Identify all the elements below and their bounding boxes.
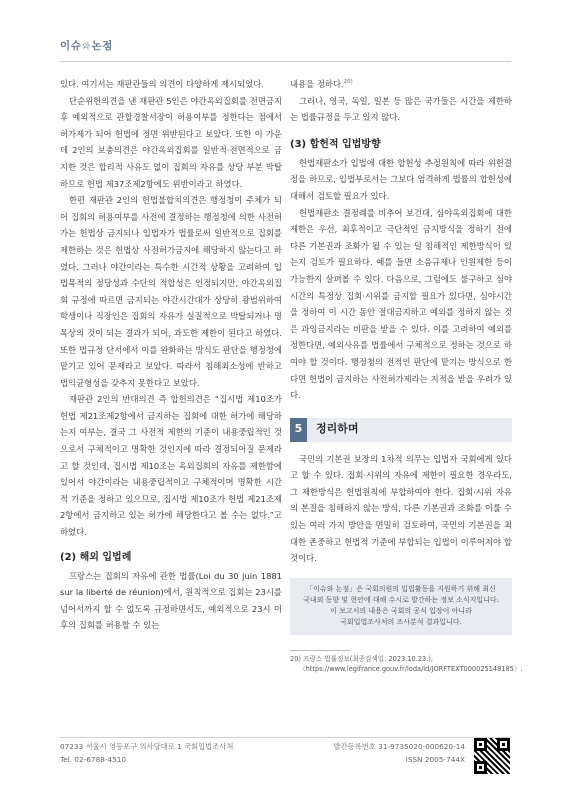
left-paragraph-1: 있다. 여기서는 재판관들의 의견이 다양하게 제시되었다. [60, 79, 264, 89]
footer-registration: 발간등록번호 31-9735020-000620-14 [333, 742, 465, 751]
footnote-url[interactable]: 〈https://www.legifrance.gouv.fr/loda/id/JORFTEXT000025148185〉. [299, 665, 523, 674]
right-paragraph-2: 그러나, 영국, 독일, 일본 등 많은 국가들은 시간을 제한하는 법률규정을 두고 있지 않다. [290, 95, 512, 123]
notice-line: 이 보고서의 내용은 국회의 공식 입장이 아니라 [330, 607, 472, 616]
right-paragraph-4: 헌법재판소 결정례를 비추어 보건대, 심야옥외집회에 대한 제한은 우선, 최후적이고 극단적인 금지방식을 정하기 전에 다른 기본권과 조화가 될 수 있는 덜 침해적인 제한방식이 있는지 검토가 필요하다. 예를 들면 소음규제나 인원제한 등이 가능한지 살펴볼 수 있다. 다음으로, 그럼에도 불구하고 심야시간의 특정상 집회·시위를 금지할 필요가 있다면, 심야시간을 정하여 이 시간 동안 절대금지하고 예외를 정하지 않는 것은 과잉금지라는 비판을 받을 수 있다. 이를 고려하여 예외를 정한다면, 예외사유를 법률에서 구체적으로 정하는 것으로 하여야 할 것이다. 행정청의 전적인 판단에 맡기는 방식으로 한다면 헌법이 금지하는 사전허가제라는 지적을 받을 우려가 있다. [290, 207, 512, 401]
footer-left [60, 741, 233, 766]
header-issue: 이슈 [60, 40, 82, 52]
left-paragraph-5: 프랑스는 집회의 자유에 관한 법률(Loi du 30 juin 1881 sur la liberté de réunion)에서, 원칙적으로 집회는 23시를 넘어서까지 할 수 없도록 규정하면서도, 예외적으로 23시 이후의 집회를 허용할 수 있는 [60, 570, 282, 631]
qr-code-icon[interactable] [474, 738, 510, 774]
notice-box [290, 578, 512, 635]
left-column [60, 76, 282, 634]
footnote-ref-20[interactable]: 20) [343, 79, 353, 86]
notice-line: 「이슈와 논점」은 국회의원의 입법활동을 지원하기 위해 최신 [306, 584, 496, 593]
header-divider [60, 61, 511, 62]
left-paragraph-4: 재판관 2인의 반대의견 즉 합헌의견은 “집시법 제10조가 헌법 제21조제2항에서 금지하는 집회에 대한 허가에 해당하는지 여부는, 결국 그 사전적 제한의 기준이 내용중립적인 것으로서 구체적이고 명확한 것인지에 따라 결정되어질 문제라고 할 것인데, 집시법 제10조는 옥외집회의 자유를 제한함에 있어서 야간이라는 내용중립적이고 구체적이며 명확한 시간적 기준을 정하고 있으므로, 집시법 제10조가 헌법 제21조제2항에서 금지하고 있는 허가에 해당한다고 볼 수는 없다.”고 하였다. [60, 394, 282, 538]
subheading-constitutional-direction: (3) 합헌적 입법방향 [290, 138, 381, 150]
section-title: 정리하며 [316, 422, 359, 436]
footer-right [300, 741, 465, 766]
right-column [290, 76, 523, 674]
page-header [60, 38, 113, 58]
left-paragraph-2: 단순위헌의견을 낸 재판관 5인은 야간옥외집회를 전면금지 후 예외적으로 관할경찰서장이 허용여부를 정한다는 점에서 허가제가 되어 헌법에 정면 위반된다고 보았다. 또한 이 가운데 2인의 보충의견은 야간옥외집회를 일반적·전면적으로 금지한 것은 합리적 사유도 없이 집회의 자유를 상당 부분 박탈하므로 헌법 제37조제2항에도 위반이라고 하였다. [60, 95, 282, 189]
header-and: 와 [82, 42, 91, 51]
right-paragraph-3: 헌법재판소가 입법에 대한 합헌성 추정원칙에 따라 위헌결정을 하므로, 입법부로서는 그보다 엄격하게 법률의 합헌성에 대해서 검토할 필요가 있다. [290, 157, 512, 201]
section-number: 5 [290, 418, 307, 442]
notice-line: 국내외 동향 및 현안에 대해 수시로 발간하는 정보 소식지입니다. [303, 596, 499, 605]
header-point: 논점 [91, 40, 113, 52]
right-paragraph-1: 내용을 정하다.$^{20)}$ [290, 79, 353, 89]
footer-address: 07233 서울시 영등포구 의사당대로 1 국회입법조사처 [60, 742, 234, 751]
footer-tel: Tel. 02-6788-4510 [60, 754, 127, 764]
footer-issn: ISSN 2005-744X [405, 754, 465, 764]
subheading-foreign-legislation: (2) 해외 입법례 [60, 551, 132, 563]
notice-line: 국회입법조사처의 조사분석 결과입니다. [340, 618, 462, 627]
footer-divider [60, 737, 511, 738]
section-5-heading [290, 418, 512, 442]
right-paragraph-5: 국민의 기본권 보장의 1차적 의무는 입법자 국회에게 있다고 할 수 있다. 집회·시위의 자유에 제한이 필요한 경우라도, 그 제한방식은 헌법원칙에 부합하여야 한다. 집회·시위 자유의 본질을 침해하지 않는 방식, 다른 기본권과 조화를 이룰 수 있는 여러 가지 방안을 면밀히 검토하여, 국민의 기본권을 최대한 존중하고 헌법적 기준에 부합되는 입법이 이루어져야 할 것이다. [290, 453, 512, 564]
left-paragraph-3: 한편 재판관 2인의 헌법불합치의견은 행정청이 주체가 되어 집회의 허용여부를 사전에 결정하는 행정청에 의한 사전허가는 헌법상 금지되나 입법자가 법률로써 일반적으로 집회를 제한하는 것은 헌법상 사전허가금지에 해당하지 않는다고 하였다. 그러나 야간이라는 특수한 시간적 상황을 고려하여 입법목적의 정당성과 수단의 적합성은 인정되지만, 야간옥외집회 규정에 따르면 금지되는 야간시간대가 상당히 광범위하여 학생이나 직장인은 집회의 자유가 실질적으로 박탈되거나 명목상의 것이 되는 결과가 되어, 과도한 제한이 된다고 하였다. 또한 법규정 단서에서 이를 완화하는 방식도 판단을 행정청에 맡기고 있어 문제라고 보았다. 따라서 침해최소성에 반하고 법익균형성을 갖추지 못한다고 보았다. [60, 195, 282, 388]
footnote-20: 20) 프랑스 법률정보(최종검색일: 2023.10.23.), 〈https://www.legifrance.gouv.fr/loda/id/JORFTEXT000025148185〉. [290, 654, 523, 674]
